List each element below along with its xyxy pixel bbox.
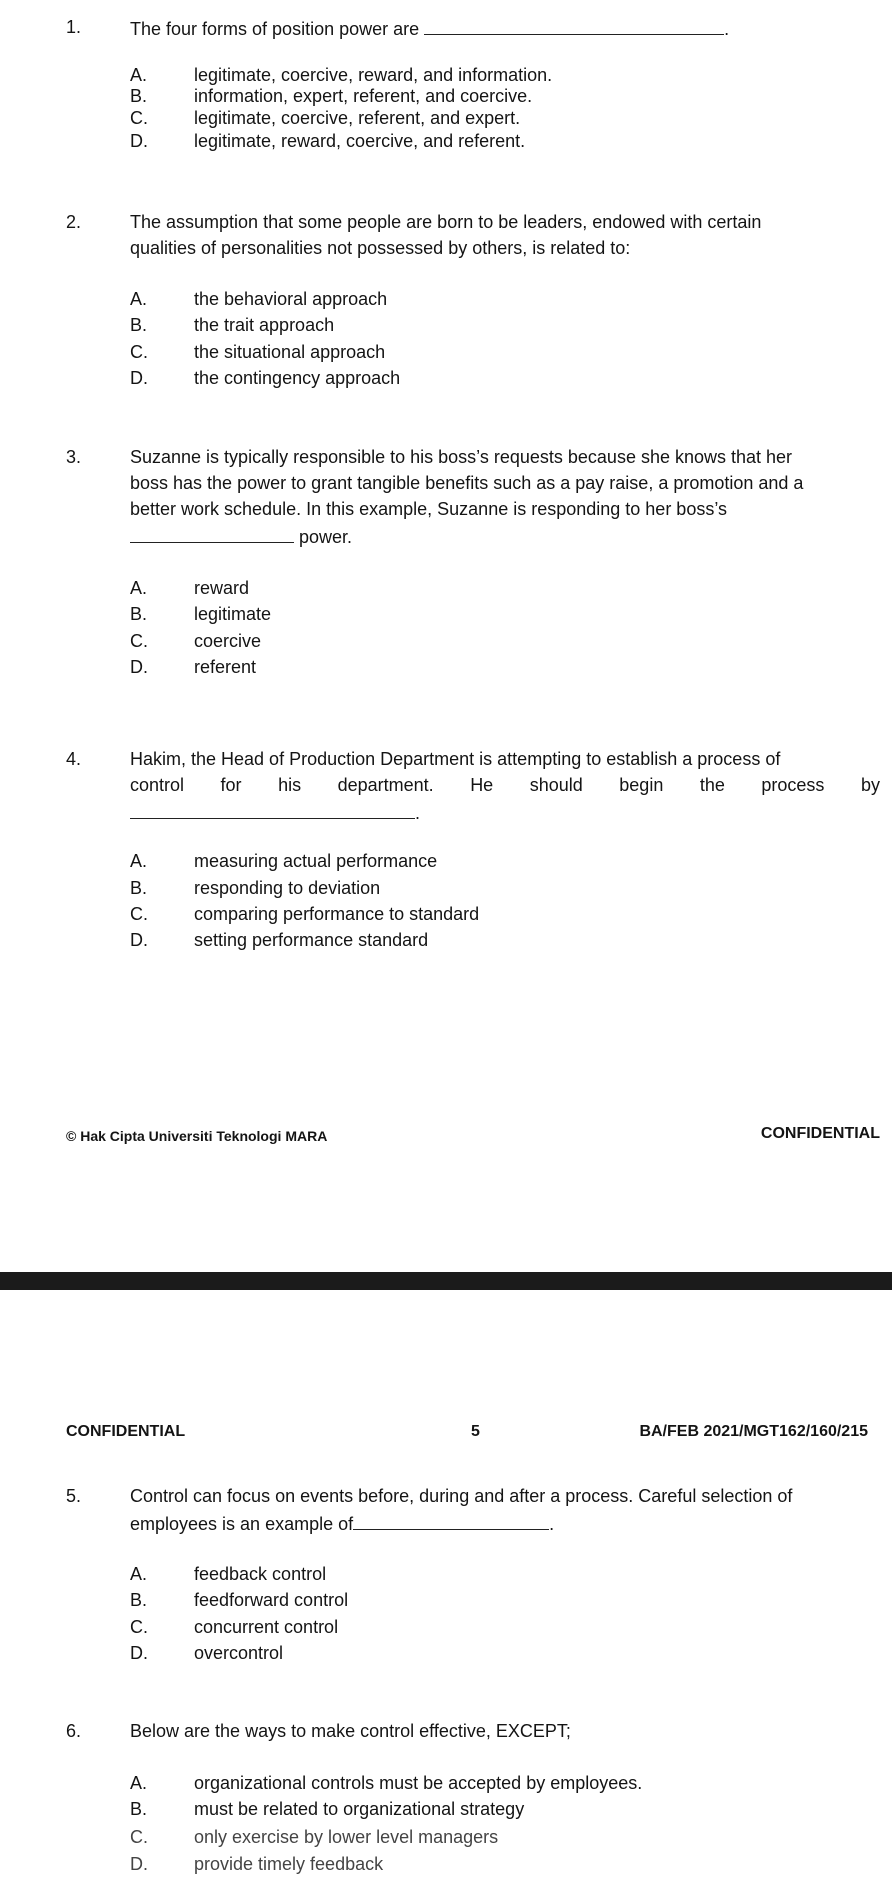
option-d: D. referent [130,657,257,677]
question-stem: Below are the ways to make control effective, EXCEPT; [130,1721,571,1741]
option-b: B. the trait approach [130,315,335,335]
option-a: A. legitimate, coercive, reward, and information. [130,65,553,85]
option-a: A. the behavioral approach [130,289,388,309]
option-c: C. the situational approach [130,342,386,362]
page-break-divider [0,1272,892,1290]
option-b: B. responding to deviation [130,878,381,898]
copyright-notice: © Hak Cipta Universiti Teknologi MARA [66,1128,328,1144]
paper-code: BA/FEB 2021/MGT162/160/215 [639,1423,868,1440]
question-stem-line-1: Hakim, the Head of Production Department is attempting to establish a process of [130,749,781,769]
option-b: B. feedforward control [130,1590,349,1610]
question-number: 1. [66,17,82,37]
answer-blank [424,14,724,35]
question-number: 4. [66,749,82,769]
option-d: D. provide timely feedback [130,1854,384,1874]
confidential-footer: CONFIDENTIAL [760,1125,880,1142]
option-b: B. must be related to organizational strategy [130,1799,525,1819]
option-d: D. setting performance standard [130,930,429,950]
page-number: 5 [471,1423,480,1440]
option-d: D. overcontrol [130,1643,284,1663]
question-number: 5. [66,1486,82,1506]
answer-blank [130,522,294,543]
question-stem: The four forms of position power are . [130,14,880,42]
option-c: C. comparing performance to standard [130,904,480,924]
question-stem-line-3: . [130,798,420,826]
option-d: D. legitimate, reward, coercive, and referent. [130,131,526,151]
question-number: 2. [66,212,82,232]
option-b: B. legitimate [130,604,272,624]
question-number: 3. [66,447,82,467]
option-a: A. reward [130,578,250,598]
option-a: A. organizational controls must be accepted by employees. [130,1773,643,1793]
option-b: B. information, expert, referent, and coercive. [130,86,533,106]
option-d: D. the contingency approach [130,368,401,388]
answer-blank [130,798,415,819]
confidential-header: CONFIDENTIAL [66,1423,186,1440]
question-stem: The assumption that some people are born to be leaders, endowed with certain qualities of personalities not possessed by others, is related to: [130,212,762,258]
option-c: C. concurrent control [130,1617,339,1637]
question-stem: Suzanne is typically responsible to his boss’s requests because she knows that her boss has the power to grant tangible benefits such as a pay raise, a promotion and a better work schedule. In this example, Suzanne is responding to her boss’s power. [130,447,804,547]
option-c: C. only exercise by lower level managers [130,1827,499,1847]
question-number: 6. [66,1721,82,1741]
option-c: C. legitimate, coercive, referent, and expert. [130,108,521,128]
question-stem: Control can focus on events before, during and after a process. Careful selection of employees is an example of . [130,1486,793,1534]
option-a: A. measuring actual performance [130,851,438,871]
option-a: A. feedback control [130,1564,327,1584]
question-stem-line-2: control for his department. He should begin the process by [130,775,880,795]
answer-blank [353,1509,549,1530]
option-c: C. coercive [130,631,262,651]
